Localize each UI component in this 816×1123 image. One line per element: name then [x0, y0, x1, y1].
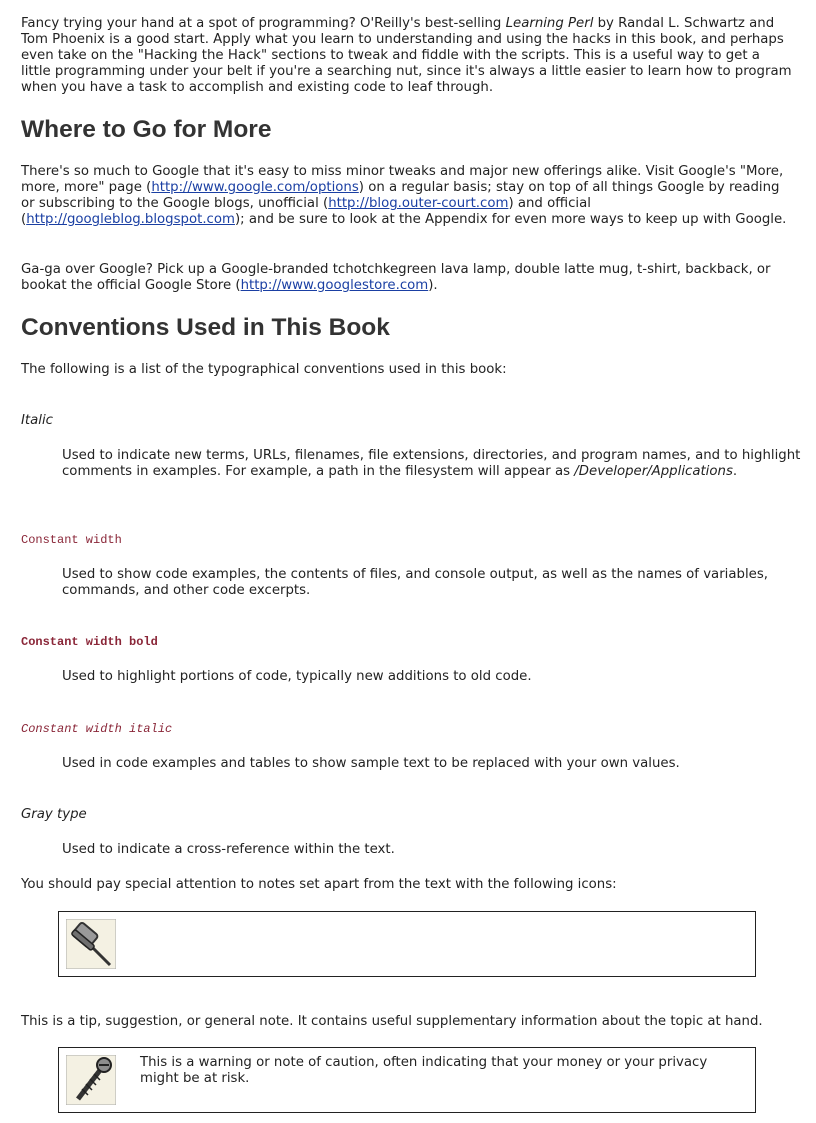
tip-box	[58, 911, 756, 977]
book-title: Learning Perl	[505, 16, 594, 31]
more-text: ) on a regular basis; stay on top of all things Google by reading or subscribing to the Google blogs, unofficial (	[21, 180, 780, 211]
intro-text-cont: by Randal L. Schwartz and Tom Phoenix is a good start. Apply what you learn to understanding and using the hacks in this book, and perhaps even take on the "Hacking the Hack" sections to tweak and fiddle with the scripts. This is a useful way to get a little programming under your belt if you're a searching nut, since it's always a little easier to learn how to program when you have a task to accomplish and existing code to leaf through.	[21, 16, 792, 95]
heading-where-to-go: Where to Go for More	[21, 116, 272, 143]
link-outer-court[interactable]: http://blog.outer-court.com	[328, 196, 509, 211]
more-text: ) and official (	[21, 196, 591, 227]
term-gray-type: Gray type	[21, 807, 87, 822]
link-google-options[interactable]: http://www.google.com/options	[151, 180, 359, 195]
intro-paragraph	[21, 16, 793, 96]
icons-intro: You should pay special attention to notes set apart from the text with the following icons:	[21, 877, 617, 892]
desc-italic-text: Used to indicate new terms, URLs, filenames, file extensions, directories, and program names, and to highlight comments in examples. For example, a path in the filesystem will appear as	[62, 448, 801, 479]
store-text: ).	[428, 278, 438, 293]
link-google-store[interactable]: http://www.googlestore.com	[240, 278, 429, 293]
desc-constant-width: Used to show code examples, the contents of files, and console output, as well as the names of variables, commands, and other code excerpts.	[62, 567, 768, 598]
term-constant-width-bold: Constant width bold	[21, 635, 158, 649]
term-italic: Italic	[21, 413, 53, 428]
warning-box	[58, 1047, 756, 1113]
store-text: Ga-ga over Google? Pick up a Google-branded tchotchkegreen lava lamp, double latte mug, t-shirt, backback, or bookat the official Google Store (	[21, 262, 771, 293]
link-googleblog[interactable]: http://googleblog.blogspot.com	[26, 212, 235, 227]
intro-text: Fancy trying your hand at a spot of programming? O'Reilly's best-selling	[21, 16, 506, 31]
desc-constant-width-italic: Used in code examples and tables to show sample text to be replaced with your own values.	[62, 756, 680, 771]
term-constant-width-italic: Constant width italic	[21, 722, 173, 736]
example-path: /Developer/Applications	[574, 464, 733, 479]
store-paragraph	[21, 262, 793, 294]
more-text: ); and be sure to look at the Appendix for even more ways to keep up with Google.	[234, 212, 787, 227]
heading-conventions: Conventions Used in This Book	[21, 314, 390, 341]
desc-gray-type: Used to indicate a cross-reference within the text.	[62, 842, 395, 857]
desc-italic-end: .	[732, 464, 738, 479]
pushpin-icon	[66, 919, 116, 969]
conventions-intro: The following is a list of the typographical conventions used in this book:	[21, 362, 507, 377]
more-text: There's so much to Google that it's easy to miss minor tweaks and major new offerings alike. Visit Google's "More, more, more" page (	[21, 164, 784, 195]
more-paragraph	[21, 164, 793, 228]
warning-text: This is a warning or note of caution, often indicating that your money or your privacy might be at risk.	[140, 1055, 708, 1086]
desc-constant-width-bold: Used to highlight portions of code, typically new additions to old code.	[62, 669, 532, 684]
term-constant-width: Constant width	[21, 533, 122, 547]
tip-text: This is a tip, suggestion, or general note. It contains useful supplementary information about the topic at hand.	[21, 1014, 763, 1029]
screw-icon	[66, 1055, 116, 1105]
desc-italic	[62, 448, 802, 480]
